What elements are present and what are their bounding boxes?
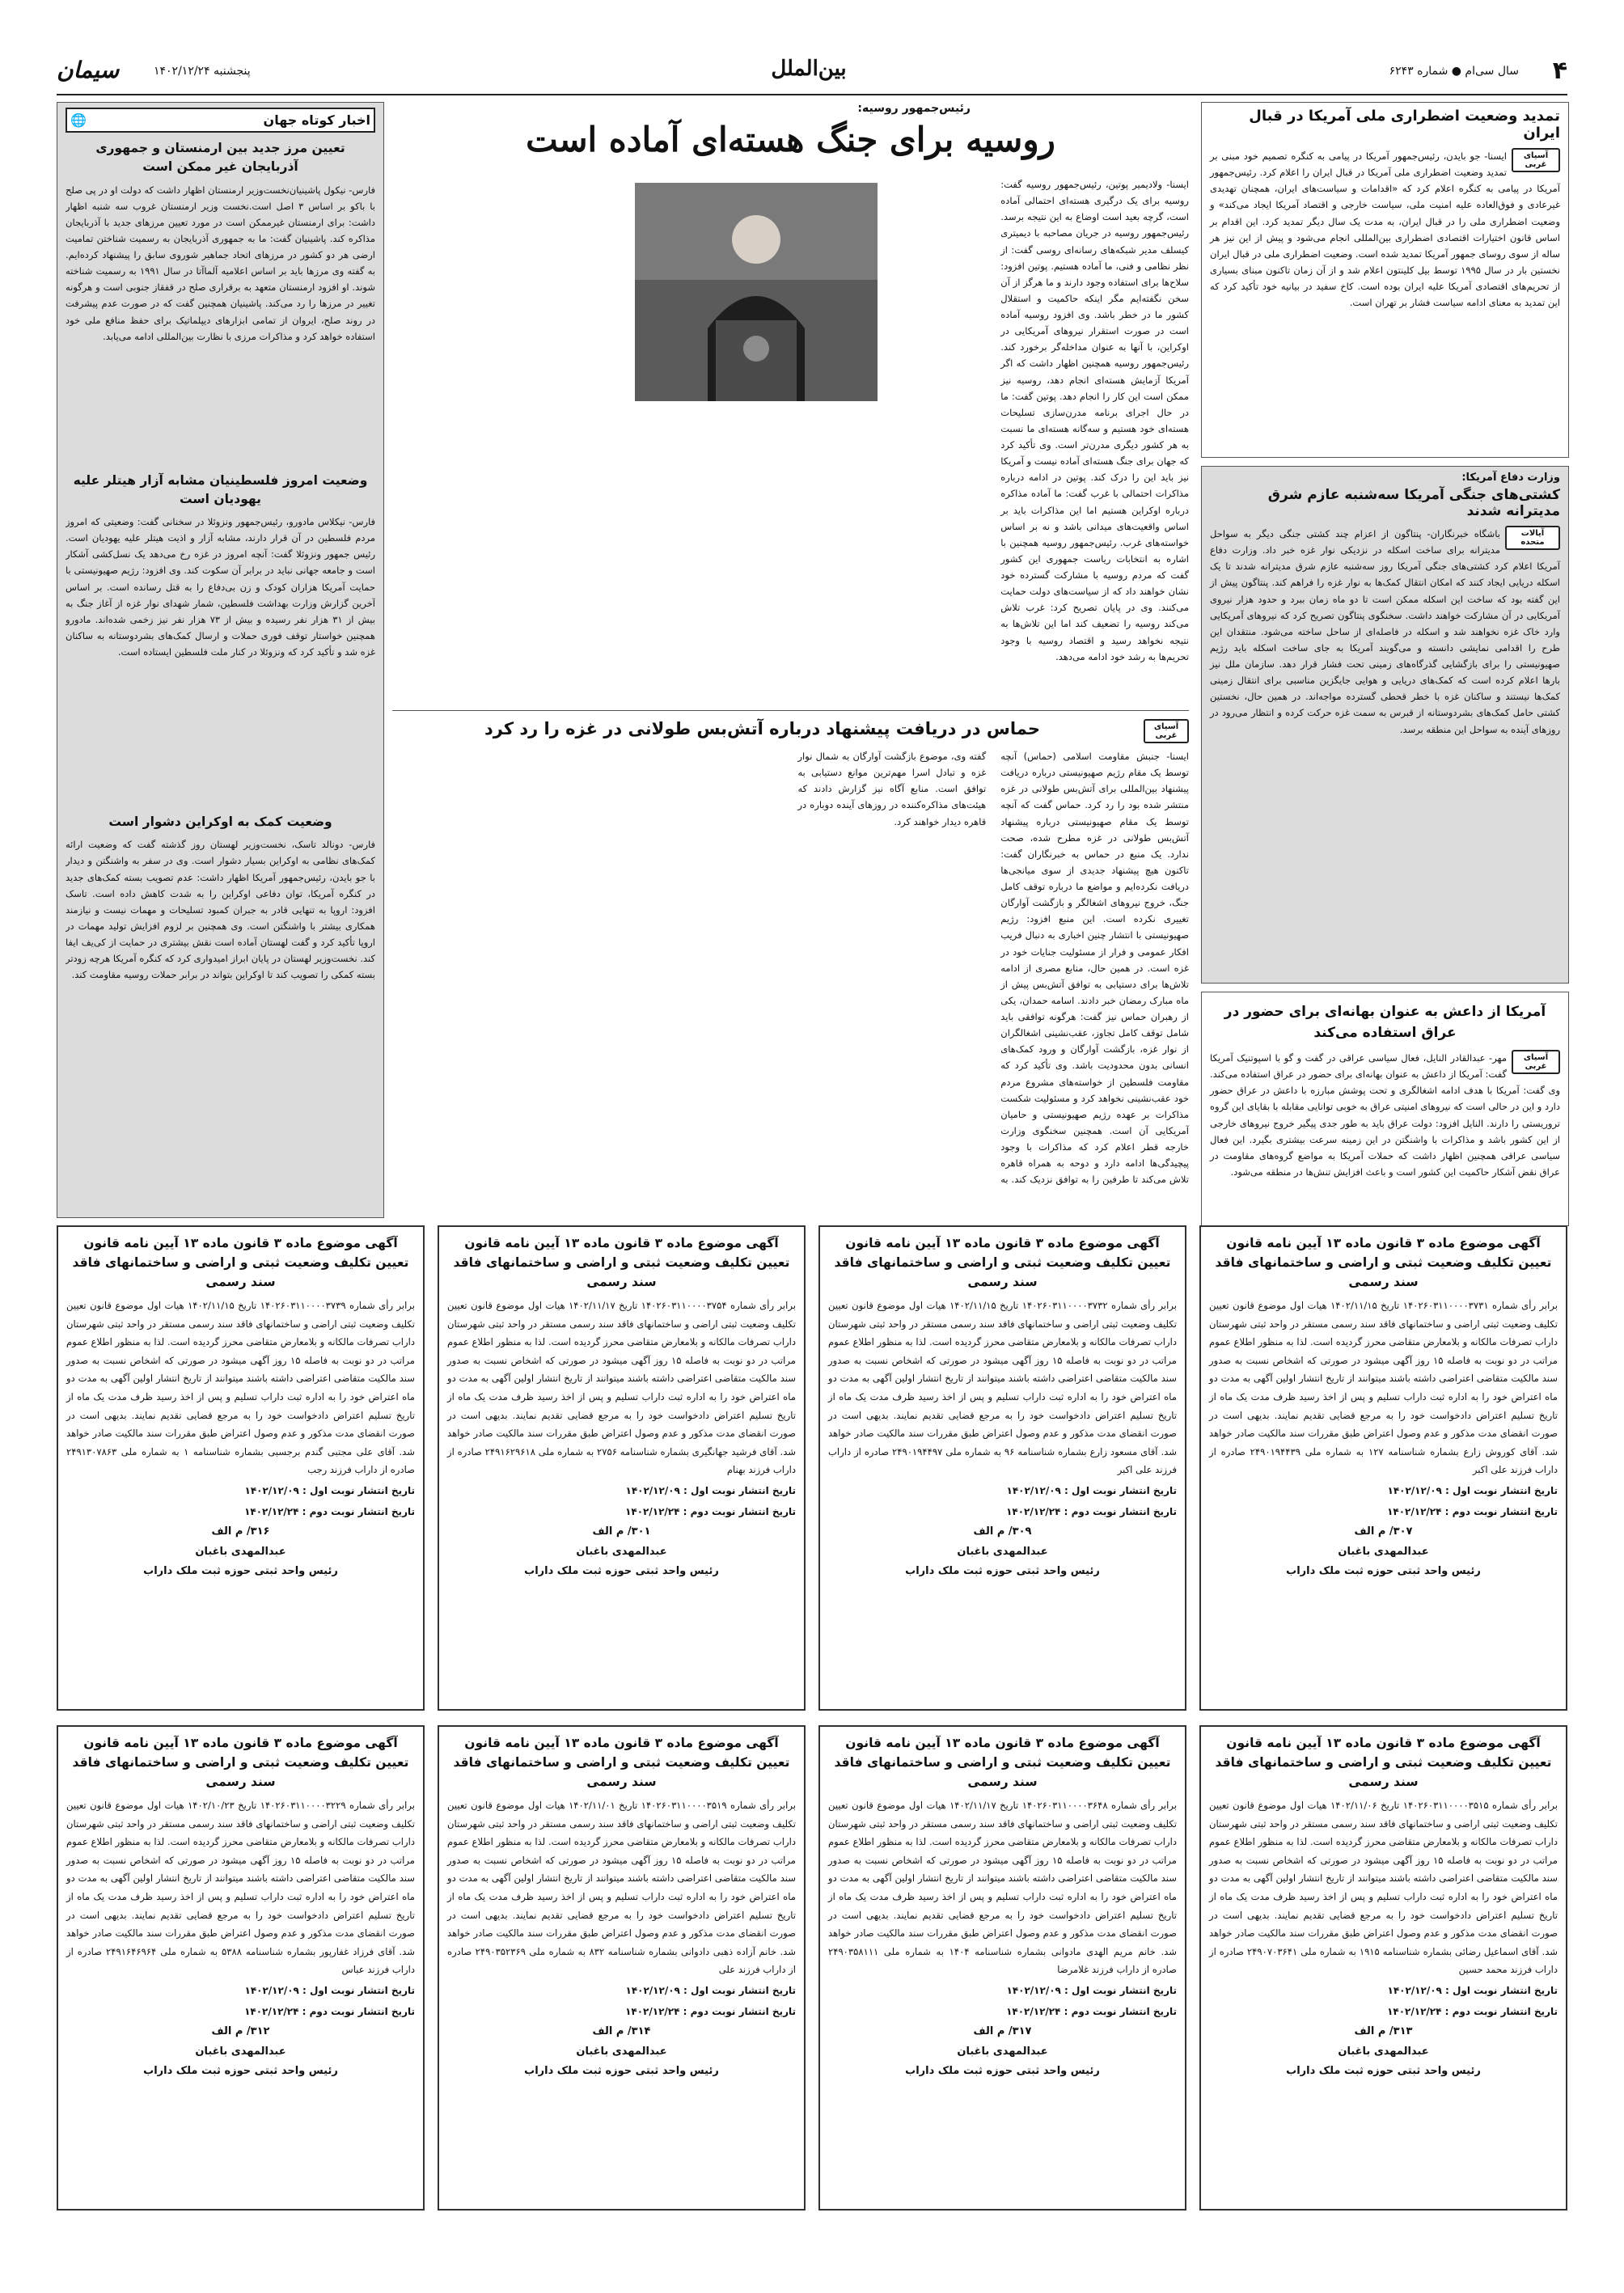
notice-second-date (66, 1504, 415, 1521)
first-date-value: ۱۴۰۲/۱۲/۰۹ (1006, 1484, 1061, 1496)
legal-notice (57, 1225, 425, 1711)
notice-body-text: موضوع قانون تعیین تکلیف وضعیت ثبتی اراضی و ساختمانهای فاقد سند رسمی مستقر در واحد ثبتی شهرستان داراب تصرفات مالکانه و بلامعارض متقاضی محرز گردیده است. لذا به منظور اطلاع عموم مراتب در دو نوبت به فاصله ۱۵ روز آگهی میشود در صورتی که اشخاص نسبت به صدور سند مالکیت متقاضی اعتراضی داشته باشند میتوانند از تاریخ انتشار اولین آگهی به مدت دو ماه اعتراض خود را به اداره ثبت داراب تسلیم و پس از اخذ رسید ظرف مدت یک ماه از تاریخ تسلیم اعتراض دادخواست خود را به مرجع قضایی تقدیم نمایند. بدیهی است در صورت انقضای مدت مذکور و عدم وصول اعتراض طبق مقررات سند مالکیت صادر خواهد شد. (66, 1300, 415, 1457)
notice-person: آقای فرزاد غفارپور بشماره شناسنامه ۵۳۸۸ به شماره ملی ۲۴۹۱۶۴۶۹۶۴ صادره از داراب فرزند عباس (66, 1945, 415, 1976)
notice-code: ۳۱۳/ م الف (1354, 2025, 1413, 2038)
legal-notice (1199, 1725, 1567, 2211)
notice-person: آقای فرشید جهانگیری بشماره شناسنامه ۲۷۵۶ به شماره ملی ۲۴۹۱۶۲۹۶۱۸ صادره از داراب فرزند بهنام (447, 1445, 796, 1476)
header-rule (57, 94, 1567, 95)
second-date-label: تاریخ انتشار نوبت دوم : (683, 1505, 796, 1517)
main-headline: روسیه برای جنگ هسته‌ای آماده است (526, 120, 1055, 159)
iraq-isis-body: مهر- عبدالقادر النایل، فعال سیاسی عراقی در گفت و گو با اسپوتنیک آمریکا گفت: آمریکا از داعش به عنوان بهانه‌ای برای حضور در عراق استفاده می‌کند. وی گفت: آمریکا با هدف ادامه اشغالگری و تحت پوشش مبارزه با داعش در عراق حضور دارد و این در حالی است که نیروهای امنیتی عراق به خوبی توانایی مقابله با بقایای این گروه تروریستی را دارند. النایل افزود: دولت عراق باید به طور جدی پیگیر خروج نیروهای خارجی از این کشور باشد و مذاکرات با واشنگتن در این زمینه سرعت بیشتری بگیرد. این فعال سیاسی عراقی همچنین اظهار داشت که حملات آمریکا به مواضع گروه‌های مقاومت در عراق نقض آشکار حاکمیت این کشور است و باعث افزایش تنش‌ها در منطقه می‌شود. (1210, 1052, 1560, 1178)
notice-second-date (828, 2003, 1177, 2021)
right-column (1201, 102, 1569, 1218)
second-date-value: ۱۴۰۲/۱۲/۲۴ (625, 1505, 680, 1517)
signer-name: عبدالمهدی باغبان (576, 1546, 667, 1559)
notice-body-text: موضوع قانون تعیین تکلیف وضعیت ثبتی اراضی و ساختمانهای فاقد سند رسمی مستقر در واحد ثبتی شهرستان داراب تصرفات مالکانه و بلامعارض متقاضی محرز گردیده است. لذا به منظور اطلاع عموم مراتب در دو نوبت به فاصله ۱۵ روز آگهی میشود در صورتی که اشخاص نسبت به صدور سند مالکیت متقاضی اعتراضی داشته باشند میتوانند از تاریخ انتشار اولین آگهی به مدت دو ماه اعتراض خود را به اداره ثبت داراب تسلیم و پس از اخذ رسید ظرف مدت یک ماه از تاریخ تسلیم اعتراض دادخواست خود را به مرجع قضایی تقدیم نمایند. بدیهی است در صورت انقضای مدت مذکور و عدم وصول اعتراض طبق مقررات سند مالکیت صادر خواهد شد. (1209, 1800, 1558, 1957)
notice-body (447, 1796, 796, 1979)
notice-code: ۳۰۷/ م الف (1354, 1525, 1413, 1538)
notice-title: آگهی موضوع ماده ۳ قانون ماده ۱۳ آیین نامه قانون تعیین تکلیف وضعیت ثبتی و اراضی و ساختمانهای فاقد سند رسمی (1215, 1736, 1552, 1790)
first-date-label: تاریخ انتشار نوبت اول : (1064, 1984, 1177, 1996)
issue-date: پنجشنبه ۱۴۰۲/۱۲/۲۴ (154, 65, 251, 78)
signer-name: عبدالمهدی باغبان (957, 1546, 1048, 1559)
hamas-body: ایسنا- جنبش مقاومت اسلامی (حماس) آنچه توسط یک مقام رژیم صهیونیستی درباره دریافت پیشنهاد بین‌المللی برای آتش‌بس طولانی در غزه منتشر شده بود را رد کرد. حماس گفت که آنچه توسط یک مقام صهیونیستی درباره پیشنهاد آتش‌بس طولانی در غزه مطرح شده، صحت ندارد. یک منبع در حماس به خبرنگاران گفت: تاکنون هیچ پیشنهاد جدیدی از سوی میانجی‌ها دریافت نکرده‌ایم و مواضع ما درباره توقف کامل جنگ، خروج نیروهای اشغالگر و بازگشت آوارگان تغییری نکرده است. این منبع افزود: رژیم صهیونیستی با انتشار چنین اخباری به دنبال فریب افکار عمومی و فرار از مسئولیت جنایات خود در غزه است. در همین حال، منابع مصری از ادامه تلاش‌ها برای دستیابی به توافق آتش‌بس پیش از ماه مبارک رمضان خبر دادند. اسامه حمدان، یکی از رهبران حماس نیز گفت: هرگونه توافقی باید شامل توقف کامل تجاوز، عقب‌نشینی اشغالگران از نوار غزه، بازگشت آوارگان و ورود کمک‌های انسانی بدون محدودیت باشد. وی تأکید کرد که مقاومت فلسطین از خواسته‌های مشروع مردم خود عقب‌نشینی نخواهد کرد و مسئولیت شکست مذاکرات بر عهده رژیم صهیونیستی و حامیان آمریکایی آن است. همچنین سخنگوی وزارت خارجه قطر اعلام کرد که مذاکرات با وجود پیچیدگی‌ها ادامه دارد و دوحه به همراه قاهره تلاش می‌کند تا طرفین را به توافق نزدیک کند. به گفته وی، موضوع بازگشت آوارگان به شمال نوار غزه و تبادل اسرا مهم‌ترین موانع دستیابی به توافق است. منابع آگاه نیز گزارش دادند که هیئت‌های مذاکره‌کننده در روزهای آینده دوباره در قاهره دیدار خواهند کرد. (797, 751, 1189, 1186)
first-date-label: تاریخ انتشار نوبت اول : (302, 1484, 415, 1496)
signer-title: رئیس واحد ثبتی حوزه ثبت ملک داراب (524, 1564, 719, 1577)
notice-second-date (828, 1504, 1177, 1521)
first-date-label: تاریخ انتشار نوبت اول : (683, 1484, 796, 1496)
notice-title: آگهی موضوع ماده ۳ قانون ماده ۱۳ آیین نامه قانون تعیین تکلیف وضعیت ثبتی و اراضی و ساختمانهای فاقد سند رسمی (72, 1736, 409, 1790)
source-tag: آسیای غربی (1512, 1050, 1560, 1074)
signer-title: رئیس واحد ثبتی حوزه ثبت ملک داراب (905, 1564, 1100, 1577)
notice-code: ۳۱۷/ م الف (973, 2025, 1032, 2038)
second-date-label: تاریخ انتشار نوبت دوم : (302, 1505, 415, 1517)
notice-person: آقای علی مجتبی گندم برجسبی بشماره شناسنامه ۱ به شماره ملی ۲۴۹۱۳۰۷۸۶۳ صادره از داراب فرزند رجب (66, 1445, 415, 1476)
second-date-value: ۱۴۰۲/۱۲/۲۴ (1006, 1505, 1061, 1517)
signer-title: رئیس واحد ثبتی حوزه ثبت ملک داراب (905, 2064, 1100, 2077)
notice-body (447, 1297, 796, 1479)
iran-emergency-body: ایسنا- جو بایدن، رئیس‌جمهور آمریکا در پیامی به کنگره تصمیم خود مبنی بر تمدید وضعیت اضطراری ملی آمریکا در قبال ایران را اعلام کرد. رئیس‌جمهور آمریکا در پیامی به کنگره اعلام کرد که «اقدامات و سیاست‌های ایران، همچنان تهدیدی غیرعادی و فوق‌العاده علیه امنیت ملی، سیاست خارجی و اقتصاد آمریکا ایجاد می‌کند» و وضعیت اضطراری ملی را در قبال ایران، به مدت یک سال دیگر تمدید کرد. این اقدام بر اساس قانون اختیارات اقتصادی اضطراری بین‌المللی انجام می‌شود و پیش از این نیز هر ساله از سوی روسای جمهور آمریکا تمدید شده است. وضعیت اضطراری ملی در قبال ایران نخستین بار در سال ۱۹۹۵ توسط بیل کلینتون اعلام شد و از آن زمان تاکنون مبنای بسیاری از تحریم‌های اقتصادی آمریکا علیه ایران بوده است. کاخ سفید در بیانیه خود تأکید کرد که این تمدید به معنای ادامه سیاست فشار بر تهران است. (1210, 150, 1560, 309)
notice-body-text: موضوع قانون تعیین تکلیف وضعیت ثبتی اراضی و ساختمانهای فاقد سند رسمی مستقر در واحد ثبتی شهرستان داراب تصرفات مالکانه و بلامعارض متقاضی محرز گردیده است. لذا به منظور اطلاع عموم مراتب در دو نوبت به فاصله ۱۵ روز آگهی میشود در صورتی که اشخاص نسبت به صدور سند مالکیت متقاضی اعتراضی داشته باشند میتوانند از تاریخ انتشار اولین آگهی به مدت دو ماه اعتراض خود را به اداره ثبت داراب تسلیم و پس از اخذ رسید ظرف مدت یک ماه از تاریخ تسلیم اعتراض دادخواست خود را به مرجع قضایی تقدیم نمایند. بدیهی است در صورت انقضای مدت مذکور و عدم وصول اعتراض طبق مقررات سند مالکیت صادر خواهد شد. (447, 1800, 796, 1957)
notice-code: ۳۰۱/ م الف (592, 1525, 651, 1538)
first-date-label: تاریخ انتشار نوبت اول : (683, 1984, 796, 1996)
notice-ref: برابر رأی شماره ۱۴۰۲۶۰۳۱۱۰۰۰۰۳۶۴۸ تاریخ ۱۴۰۲/۱۱/۱۷ هیات اول (908, 1800, 1177, 1812)
notice-person: آقای مسعود زارع بشماره شناسنامه ۹۶ به شماره ملی ۲۴۹۰۱۹۴۴۹۷ صادره از داراب فرزند علی اکبر (828, 1445, 1177, 1476)
notice-first-date (828, 1982, 1177, 2000)
notice-ref: برابر رأی شماره ۱۴۰۲۶۰۳۱۱۰۰۰۰۳۷۳۱ تاریخ ۱۴۰۲/۱۱/۱۵ هیات اول (1289, 1300, 1558, 1312)
signer-name: عبدالمهدی باغبان (576, 2046, 667, 2058)
notice-first-date (447, 1982, 796, 2000)
briefs-header (66, 108, 375, 133)
first-date-value: ۱۴۰۲/۱۲/۰۹ (244, 1484, 299, 1496)
main-body: ایسنا- ولادیمیر پوتین، رئیس‌جمهور روسیه گفت: روسیه برای یک درگیری هسته‌ای احتمالی آماده است، گرچه بعید است اوضاع به این نتیجه برسد. رئیس‌جمهور روسیه در جریان مصاحبه با دیمیتری کیسلف مدیر شبکه‌های رسانه‌ای روسی گفت: از نظر نظامی و فنی، ما آماده هستیم. پوتین افزود: سلاح‌ها برای استفاده وجود دارند و ما هرگز از آن سخن نگفته‌ایم مگر اینکه حاکمیت و استقلال کشور ما در خطر باشد. وی افزود روسیه آماده است در صورت استقرار نیروهای آمریکایی در اوکراین، با آنها به عنوان مداخله‌گر برخورد کند. رئیس‌جمهور روسیه همچنین اظهار داشت که اگر آمریکا آزمایش هسته‌ای انجام دهد، روسیه نیز ممکن است این کار را انجام دهد. پوتین گفت: ما در حال اجرای برنامه مدرن‌سازی تسلیحات هسته‌ای خود هستیم و سه‌گانه هسته‌ای ما نسبت به هر کشور دیگری مدرن‌تر است. وی تأکید کرد که جهان برای جنگ هسته‌ای آماده نیست و آمریکا نیز باید این را درک کند. پوتین در ادامه درباره مذاکرات احتمالی با غرب گفت: ما آماده مذاکره درباره اوکراین هستیم اما این مذاکرات باید بر اساس واقعیت‌های میدانی باشد و نه بر اساس خواسته‌های غرب. رئیس‌جمهور روسیه همچنین با اشاره به انتخابات ریاست جمهوری این کشور گفت که مردم روسیه با مشارکت گسترده خود نشان خواهند داد که از سیاست‌های دولت حمایت می‌کنند. وی در پایان تصریح کرد: غرب تلاش می‌کند روسیه را تضعیف کند اما این تلاش‌ها به نتیجه نخواهد رسید و اقتصاد روسیه با وجود تحریم‌ها به رشد خود ادامه می‌دهد. (1000, 179, 1189, 662)
source-tag: آسیای غربی (1512, 148, 1560, 172)
source-tag: آیالات متحده (1505, 526, 1560, 550)
legal-notice (818, 1225, 1186, 1711)
notice-person: خانم مریم الهدی مادوانی بشماره شناسنامه ۱۴۰۴ به شماره ملی ۲۴۹۰۳۵۸۱۱۱ صادره از داراب فرزند غلامرضا (828, 1945, 1177, 1976)
legal-notice (818, 1725, 1186, 2211)
first-date-value: ۱۴۰۲/۱۲/۰۹ (625, 1984, 680, 1996)
brief-body: فارس- نیکول پاشینیان‌نخست‌وزیر ارمنستان اظهار داشت که دولت او در پی صلح با باکو بر اساس ۳ اصل است.نخست وزیر ارمنستان غروب سه شنبه اظهار داشت: برای ارمنستان غیرممکن است در مورد تعیین مرزهای جدید با آذربایجان مذاکره کند. پاشینیان گفت: ما به جمهوری آذربایجان به رسمیت شناختن تمامیت ارضی هر دو کشور در مرزهای اتحاد جماهیر شوروی سابق را پیشنهاد کرده‌ایم. به گفته وی مرزها باید بر اساس اعلامیه آلماآتا در سال ۱۹۹۱ به رسمیت شناخته شوند. او افزود ارمنستان متعهد به برقراری صلح در قفقاز جنوبی است و هرگونه تغییر در مرزها را رد می‌کند. پاشینیان همچنین گفت که در صورت عدم پیشرفت در روند صلح، ایروان از تمامی ابزارهای دیپلماتیک برای حفظ منافع ملی خود استفاده خواهد کرد و مذاکرات مرزی با نظارت بین‌المللی ادامه می‌یابد. (66, 184, 375, 342)
notice-body-text: موضوع قانون تعیین تکلیف وضعیت ثبتی اراضی و ساختمانهای فاقد سند رسمی مستقر در واحد ثبتی شهرستان داراب تصرفات مالکانه و بلامعارض متقاضی محرز گردیده است. لذا به منظور اطلاع عموم مراتب در دو نوبت به فاصله ۱۵ روز آگهی میشود در صورتی که اشخاص نسبت به صدور سند مالکیت متقاضی اعتراضی داشته باشند میتوانند از تاریخ انتشار اولین آگهی به مدت دو ماه اعتراض خود را به اداره ثبت داراب تسلیم و پس از اخذ رسید ظرف مدت یک ماه از تاریخ تسلیم اعتراض دادخواست خود را به مرجع قضایی تقدیم نمایند. بدیهی است در صورت انقضای مدت مذکور و عدم وصول اعتراض طبق مقررات سند مالکیت صادر خواهد شد. (447, 1300, 797, 1457)
notice-second-date (66, 2003, 415, 2021)
warships-title: کشتی‌های جنگی آمریکا سه‌شنبه عازم شرق مدیترانه شدند (1267, 487, 1560, 519)
first-date-value: ۱۴۰۲/۱۲/۰۹ (244, 1984, 299, 1996)
notice-ref: برابر رأی شماره ۱۴۰۲۶۰۳۱۱۰۰۰۰۳۷۵۴ تاریخ ۱۴۰۲/۱۱/۱۷ هیات اول (527, 1300, 796, 1312)
issue-info: سال سی‌ام ● شماره ۶۲۴۳ (1389, 65, 1519, 78)
legal-notice (438, 1725, 806, 2211)
brief-body: فارس- نیکلاس مادورو، رئیس‌جمهور ونزوئلا در سخنانی گفت: وضعیتی که امروز مردم فلسطین در آن قرار دارند، مشابه آزار و اذیت هیتلر علیه یهودیان است. رئیس جمهور ونزوئلا گفت: آنچه امروز در غزه رخ می‌دهد یک نسل‌کشی آشکار است و جامعه جهانی نباید در برابر آن سکوت کند. وی افزود: رژیم صهیونیستی با حمایت آمریکا هزاران کودک و زن بی‌دفاع را به قتل رسانده است. بر اساس آخرین گزارش وزارت بهداشت فلسطین، شمار شهدای نوار غزه از آغاز جنگ به بیش از ۳۱ هزار نفر رسیده و بیش از ۷۳ هزار نفر نیز زخمی شده‌اند. مادورو همچنین خواستار توقف فوری حملات و ارسال کمک‌های بشردوستانه به ساکنان غزه شد و تأکید کرد که ونزوئلا در کنار ملت فلسطین ایستاده است. (66, 516, 375, 658)
second-date-value: ۱۴۰۲/۱۲/۲۴ (244, 1505, 299, 1517)
signer-title: رئیس واحد ثبتی حوزه ثبت ملک داراب (143, 1564, 338, 1577)
notice-title: آگهی موضوع ماده ۳ قانون ماده ۱۳ آیین نامه قانون تعیین تکلیف وضعیت ثبتی و اراضی و ساختمانهای فاقد سند رسمی (834, 1236, 1171, 1290)
globe-icon: 🌐 (70, 112, 87, 128)
legal-notice (1199, 1225, 1567, 1711)
world-briefs (57, 102, 384, 1218)
notice-ref: برابر رأی شماره ۱۴۰۲۶۰۳۱۱۰۰۰۰۳۵۱۹ تاریخ ۱۴۰۲/۱۱/۰۱ هیات اول (527, 1800, 796, 1812)
notice-title: آگهی موضوع ماده ۳ قانون ماده ۱۳ آیین نامه قانون تعیین تکلیف وضعیت ثبتی و اراضی و ساختمانهای فاقد سند رسمی (834, 1736, 1171, 1790)
iraq-isis-story (1201, 992, 1569, 1226)
notice-body (828, 1297, 1177, 1479)
notice-first-date (66, 1483, 415, 1500)
signer-name: عبدالمهدی باغبان (195, 2046, 286, 2058)
notice-body-text: موضوع قانون تعیین تکلیف وضعیت ثبتی اراضی و ساختمانهای فاقد سند رسمی مستقر در واحد ثبتی شهرستان داراب تصرفات مالکانه و بلامعارض متقاضی محرز گردیده است. لذا به منظور اطلاع عموم مراتب در دو نوبت به فاصله ۱۵ روز آگهی میشود در صورتی که اشخاص نسبت به صدور سند مالکیت متقاضی اعتراضی داشته باشند میتوانند از تاریخ انتشار اولین آگهی به مدت دو ماه اعتراض خود را به اداره ثبت داراب تسلیم و پس از اخذ رسید ظرف مدت یک ماه از تاریخ تسلیم اعتراض دادخواست خود را به مرجع قضایی تقدیم نمایند. بدیهی است در صورت انقضای مدت مذکور و عدم وصول اعتراض طبق مقررات سند مالکیت صادر خواهد شد. (828, 1300, 1177, 1457)
notice-title: آگهی موضوع ماده ۳ قانون ماده ۱۳ آیین نامه قانون تعیین تکلیف وضعیت ثبتی و اراضی و ساختمانهای فاقد سند رسمی (1215, 1236, 1552, 1290)
notice-body (828, 1796, 1177, 1979)
second-date-label: تاریخ انتشار نوبت دوم : (1064, 1505, 1177, 1517)
brief-title: وضعیت امروز فلسطینیان مشابه آزار هیتلر علیه یهودیان است (73, 472, 368, 506)
signer-title: رئیس واحد ثبتی حوزه ثبت ملک داراب (524, 2064, 719, 2077)
second-date-value: ۱۴۰۲/۱۲/۲۴ (625, 2005, 680, 2017)
first-date-value: ۱۴۰۲/۱۲/۰۹ (1387, 1484, 1442, 1496)
notice-ref: برابر رأی شماره ۱۴۰۲۶۰۳۱۱۰۰۰۰۳۷۳۹ تاریخ ۱۴۰۲/۱۱/۱۵ هیات اول (146, 1300, 415, 1312)
brief-body: فارس- دونالد تاسک، نخست‌وزیر لهستان روز گذشته گفت که وضعیت ارائه کمک‌های نظامی به اوکراین بسیار دشوار است. وی در سفر به واشنگتن و دیدار با جو بایدن، رئیس‌جمهور آمریکا اظهار داشت: عدم تصویب بسته کمک‌های جدید در کنگره آمریکا، توان دفاعی اوکراین را به شدت کاهش داده است. تاسک افزود: اروپا به تنهایی قادر به جبران کمبود تسلیحات و مهمات نیست و نیازمند همکاری بیشتر با واشنگتن است. وی همچنین بر لزوم افزایش تولید مهمات در اروپا تأکید کرد و گفت لهستان آماده است نقش بیشتری در حمایت از کی‌یف ایفا کند. نخست‌وزیر لهستان در پایان ابراز امیدواری کرد که کنگره آمریکا هرچه زودتر بسته کمکی را تصویب کند تا اوکراین بتواند در برابر حملات روسیه مقاومت کند. (66, 839, 375, 981)
second-date-label: تاریخ انتشار نوبت دوم : (1444, 1505, 1558, 1517)
signer-title: رئیس واحد ثبتی حوزه ثبت ملک داراب (1286, 1564, 1481, 1577)
legal-notice (438, 1225, 806, 1711)
notice-body (66, 1796, 415, 1979)
notice-ref: برابر رأی شماره ۱۴۰۲۶۰۳۱۱۰۰۰۰۳۷۳۲ تاریخ ۱۴۰۲/۱۱/۱۵ هیات اول (908, 1300, 1177, 1312)
first-date-label: تاریخ انتشار نوبت اول : (1064, 1484, 1177, 1496)
notice-first-date (66, 1982, 415, 2000)
notice-ref: برابر رأی شماره ۱۴۰۲۶۰۳۱۱۰۰۰۰۳۵۱۵ تاریخ ۱۴۰۲/۱۱/۰۶ هیات اول (1289, 1800, 1558, 1812)
first-date-label: تاریخ انتشار نوبت اول : (1445, 1984, 1558, 1996)
notice-code: ۳۱۶/ م الف (211, 1525, 270, 1538)
second-date-value: ۱۴۰۲/۱۲/۲۴ (244, 2005, 299, 2017)
second-date-value: ۱۴۰۲/۱۲/۲۴ (1387, 2005, 1442, 2017)
notice-second-date (1209, 1504, 1558, 1521)
page-number: ۴ (1552, 57, 1567, 85)
second-date-label: تاریخ انتشار نوبت دوم : (1444, 2005, 1558, 2017)
notice-first-date (828, 1483, 1177, 1500)
main-kicker: رئیس‌جمهور روسیه: (857, 102, 971, 115)
notice-person: آقای اسماعیل رضائی بشماره شناسنامه ۱۹۱۵ به شماره ملی ۲۴۹۰۷۰۳۶۴۱ صادره از داراب فرزند محمد حسین (1209, 1945, 1558, 1976)
iran-emergency-title: تمدید وضعیت اضطراری ملی آمریکا در قبال ایران (1249, 108, 1560, 142)
notice-code: ۳۰۹/ م الف (973, 1525, 1032, 1538)
first-date-value: ۱۴۰۲/۱۲/۰۹ (1387, 1984, 1442, 1996)
notice-code: ۳۱۲/ م الف (211, 2025, 270, 2038)
signer-name: عبدالمهدی باغبان (1338, 2046, 1429, 2058)
first-date-value: ۱۴۰۲/۱۲/۰۹ (1006, 1984, 1061, 1996)
legal-notices (57, 1225, 1567, 2228)
second-date-label: تاریخ انتشار نوبت دوم : (683, 2005, 796, 2017)
brief-title: تعیین مرز جدید بین ارمنستان و جمهوری آذربایجان غیر ممکن است (95, 141, 345, 175)
signer-title: رئیس واحد ثبتی حوزه ثبت ملک داراب (143, 2064, 338, 2077)
signer-name: عبدالمهدی باغبان (957, 2046, 1048, 2058)
hamas-article (392, 710, 1189, 1220)
newspaper-logo: سیمان (57, 57, 120, 83)
notice-person: خانم آزاده ذهبی دادوانی بشماره شناسنامه ۸۳۲ به شماره ملی ۲۴۹۰۳۵۲۳۶۹ صادره از داراب فرزند علی (447, 1945, 796, 1976)
notice-title: آگهی موضوع ماده ۳ قانون ماده ۱۳ آیین نامه قانون تعیین تکلیف وضعیت ثبتی و اراضی و ساختمانهای فاقد سند رسمی (72, 1236, 409, 1290)
notice-title: آگهی موضوع ماده ۳ قانون ماده ۱۳ آیین نامه قانون تعیین تکلیف وضعیت ثبتی و اراضی و ساختمانهای فاقد سند رسمی (453, 1236, 790, 1290)
brief-title: وضعیت کمک به اوکراین دشوار است (108, 814, 332, 829)
notice-first-date (447, 1483, 796, 1500)
notice-body (1209, 1297, 1558, 1479)
notice-body (1209, 1796, 1558, 1979)
notice-second-date (1209, 2003, 1558, 2021)
notice-first-date (1209, 1483, 1558, 1500)
first-date-value: ۱۴۰۲/۱۲/۰۹ (625, 1484, 680, 1496)
first-date-label: تاریخ انتشار نوبت اول : (302, 1984, 415, 1996)
warships-kicker: وزارت دفاع آمریکا: (1461, 472, 1560, 484)
notice-body-text: موضوع قانون تعیین تکلیف وضعیت ثبتی اراضی و ساختمانهای فاقد سند رسمی مستقر در واحد ثبتی شهرستان داراب تصرفات مالکانه و بلامعارض متقاضی محرز گردیده است. لذا به منظور اطلاع عموم مراتب در دو نوبت به فاصله ۱۵ روز آگهی میشود در صورتی که اشخاص نسبت به صدور سند مالکیت متقاضی اعتراضی داشته باشند میتوانند از تاریخ انتشار اولین آگهی به مدت دو ماه اعتراض خود را به اداره ثبت داراب تسلیم و پس از اخذ رسید ظرف مدت یک ماه از تاریخ تسلیم اعتراض دادخواست خود را به مرجع قضایی تقدیم نمایند. بدیهی است در صورت انقضای مدت مذکور و عدم وصول اعتراض طبق مقررات سند مالکیت صادر خواهد شد. (828, 1800, 1177, 1957)
notice-body-text: موضوع قانون تعیین تکلیف وضعیت ثبتی اراضی و ساختمانهای فاقد سند رسمی مستقر در واحد ثبتی شهرستان داراب تصرفات مالکانه و بلامعارض متقاضی محرز گردیده است. لذا به منظور اطلاع عموم مراتب در دو نوبت به فاصله ۱۵ روز آگهی میشود در صورتی که اشخاص نسبت به صدور سند مالکیت متقاضی اعتراضی داشته باشند میتوانند از تاریخ انتشار اولین آگهی به مدت دو ماه اعتراض خود را به اداره ثبت داراب تسلیم و پس از اخذ رسید ظرف مدت یک ماه از تاریخ تسلیم اعتراض دادخواست خود را به مرجع قضایی تقدیم نمایند. بدیهی است در صورت انقضای مدت مذکور و عدم وصول اعتراض طبق مقررات سند مالکیت صادر خواهد شد. (1209, 1300, 1558, 1457)
second-date-label: تاریخ انتشار نوبت دوم : (1064, 2005, 1177, 2017)
second-date-value: ۱۴۰۲/۱۲/۲۴ (1387, 1505, 1442, 1517)
notice-body-text: موضوع قانون تعیین تکلیف وضعیت ثبتی اراضی و ساختمانهای فاقد سند رسمی مستقر در واحد ثبتی شهرستان داراب تصرفات مالکانه و بلامعارض متقاضی محرز گردیده است. لذا به منظور اطلاع عموم مراتب در دو نوبت به فاصله ۱۵ روز آگهی میشود در صورتی که اشخاص نسبت به صدور سند مالکیت متقاضی اعتراضی داشته باشند میتوانند از تاریخ انتشار اولین آگهی به مدت دو ماه اعتراض خود را به اداره ثبت داراب تسلیم و پس از اخذ رسید ظرف مدت یک ماه از تاریخ تسلیم اعتراض دادخواست خود را به مرجع قضایی تقدیم نمایند. بدیهی است در صورت انقضای مدت مذکور و عدم وصول اعتراض طبق مقررات سند مالکیت صادر خواهد شد. (66, 1800, 415, 1957)
main-article (392, 102, 1189, 704)
notice-code: ۳۱۴/ م الف (592, 2025, 651, 2038)
hamas-headline: حماس در دریافت پیشنهاد درباره آتش‌بس طولانی در غزه را رد کرد (484, 719, 1040, 738)
notice-second-date (447, 1504, 796, 1521)
page-header (57, 57, 1567, 92)
legal-notice (57, 1725, 425, 2211)
notice-body (66, 1297, 415, 1479)
source-tag: آسیای غربی (1144, 719, 1189, 743)
notice-title: آگهی موضوع ماده ۳ قانون ماده ۱۳ آیین نامه قانون تعیین تکلیف وضعیت ثبتی و اراضی و ساختمانهای فاقد سند رسمی (453, 1736, 790, 1790)
notice-first-date (1209, 1982, 1558, 2000)
iran-emergency-story (1201, 102, 1569, 458)
first-date-label: تاریخ انتشار نوبت اول : (1445, 1484, 1558, 1496)
section-title: بین‌الملل (771, 57, 847, 81)
second-date-value: ۱۴۰۲/۱۲/۲۴ (1006, 2005, 1061, 2017)
notice-person: آقای کوروش زارع بشماره شناسنامه ۱۲۷ به شماره ملی ۲۴۹۰۱۹۴۴۳۹ صادره از داراب فرزند علی اکبر (1209, 1445, 1558, 1476)
signer-name: عبدالمهدی باغبان (195, 1546, 286, 1559)
warships-story (1201, 466, 1569, 984)
warships-body: باشگاه خبرنگاران- پنتاگون از اعزام چند کشتی جنگی دیگر به سواحل مدیترانه برای ساخت اسکله در نزدیکی نوار غزه خبر داد. وزارت دفاع آمریکا اعلام کرد کشتی‌های جنگی آمریکا روز سه‌شنبه عازم شرق مدیترانه شدند تا یک اسکله دریایی ایجاد کنند که امکان انتقال کمک‌ها به نوار غزه را فراهم کند. پنتاگون پیش از این گفته بود که ساخت این اسکله ممکن است تا دو ماه زمان ببرد و حدود هزار نیروی آمریکایی در آن مشارکت خواهند داشت. سخنگوی پنتاگون تصریح کرد که نیروهای آمریکایی وارد خاک غزه نخواهند شد و اسکله در فاصله‌ای از ساحل ساخته می‌شود. منتقدان این طرح را اقدامی نمایشی دانسته و می‌گویند آمریکا به جای ساخت اسکله باید رژیم صهیونیستی را برای بازگشایی گذرگاه‌های زمینی تحت فشار قرار دهد. سازمان ملل نیز بارها اعلام کرده است که کمک‌های دریایی و هوایی جایگزین مناسبی برای انتقال زمینی کمک‌ها نیستند و ساکنان غزه با خطر قحطی گسترده مواجه‌اند. در همین حال، نخستین کشتی حامل کمک‌های بشردوستانه از قبرس به سمت غزه حرکت کرده و انتظار می‌رود در روزهای آینده به سواحل این منطقه برسد. (1210, 528, 1560, 735)
signer-name: عبدالمهدی باغبان (1338, 1546, 1429, 1559)
second-date-label: تاریخ انتشار نوبت دوم : (302, 2005, 415, 2017)
notice-ref: برابر رأی شماره ۱۴۰۲۶۰۳۱۱۰۰۰۰۳۲۲۹ تاریخ ۱۴۰۲/۱۰/۲۳ هیات اول (146, 1800, 415, 1812)
iraq-isis-title: آمریکا از داعش به عنوان بهانه‌ای برای حضور در عراق استفاده می‌کند (1224, 1004, 1546, 1041)
notice-second-date (447, 2003, 796, 2021)
briefs-header-text: اخبار کوتاه جهان (263, 112, 370, 128)
signer-title: رئیس واحد ثبتی حوزه ثبت ملک داراب (1286, 2064, 1481, 2077)
